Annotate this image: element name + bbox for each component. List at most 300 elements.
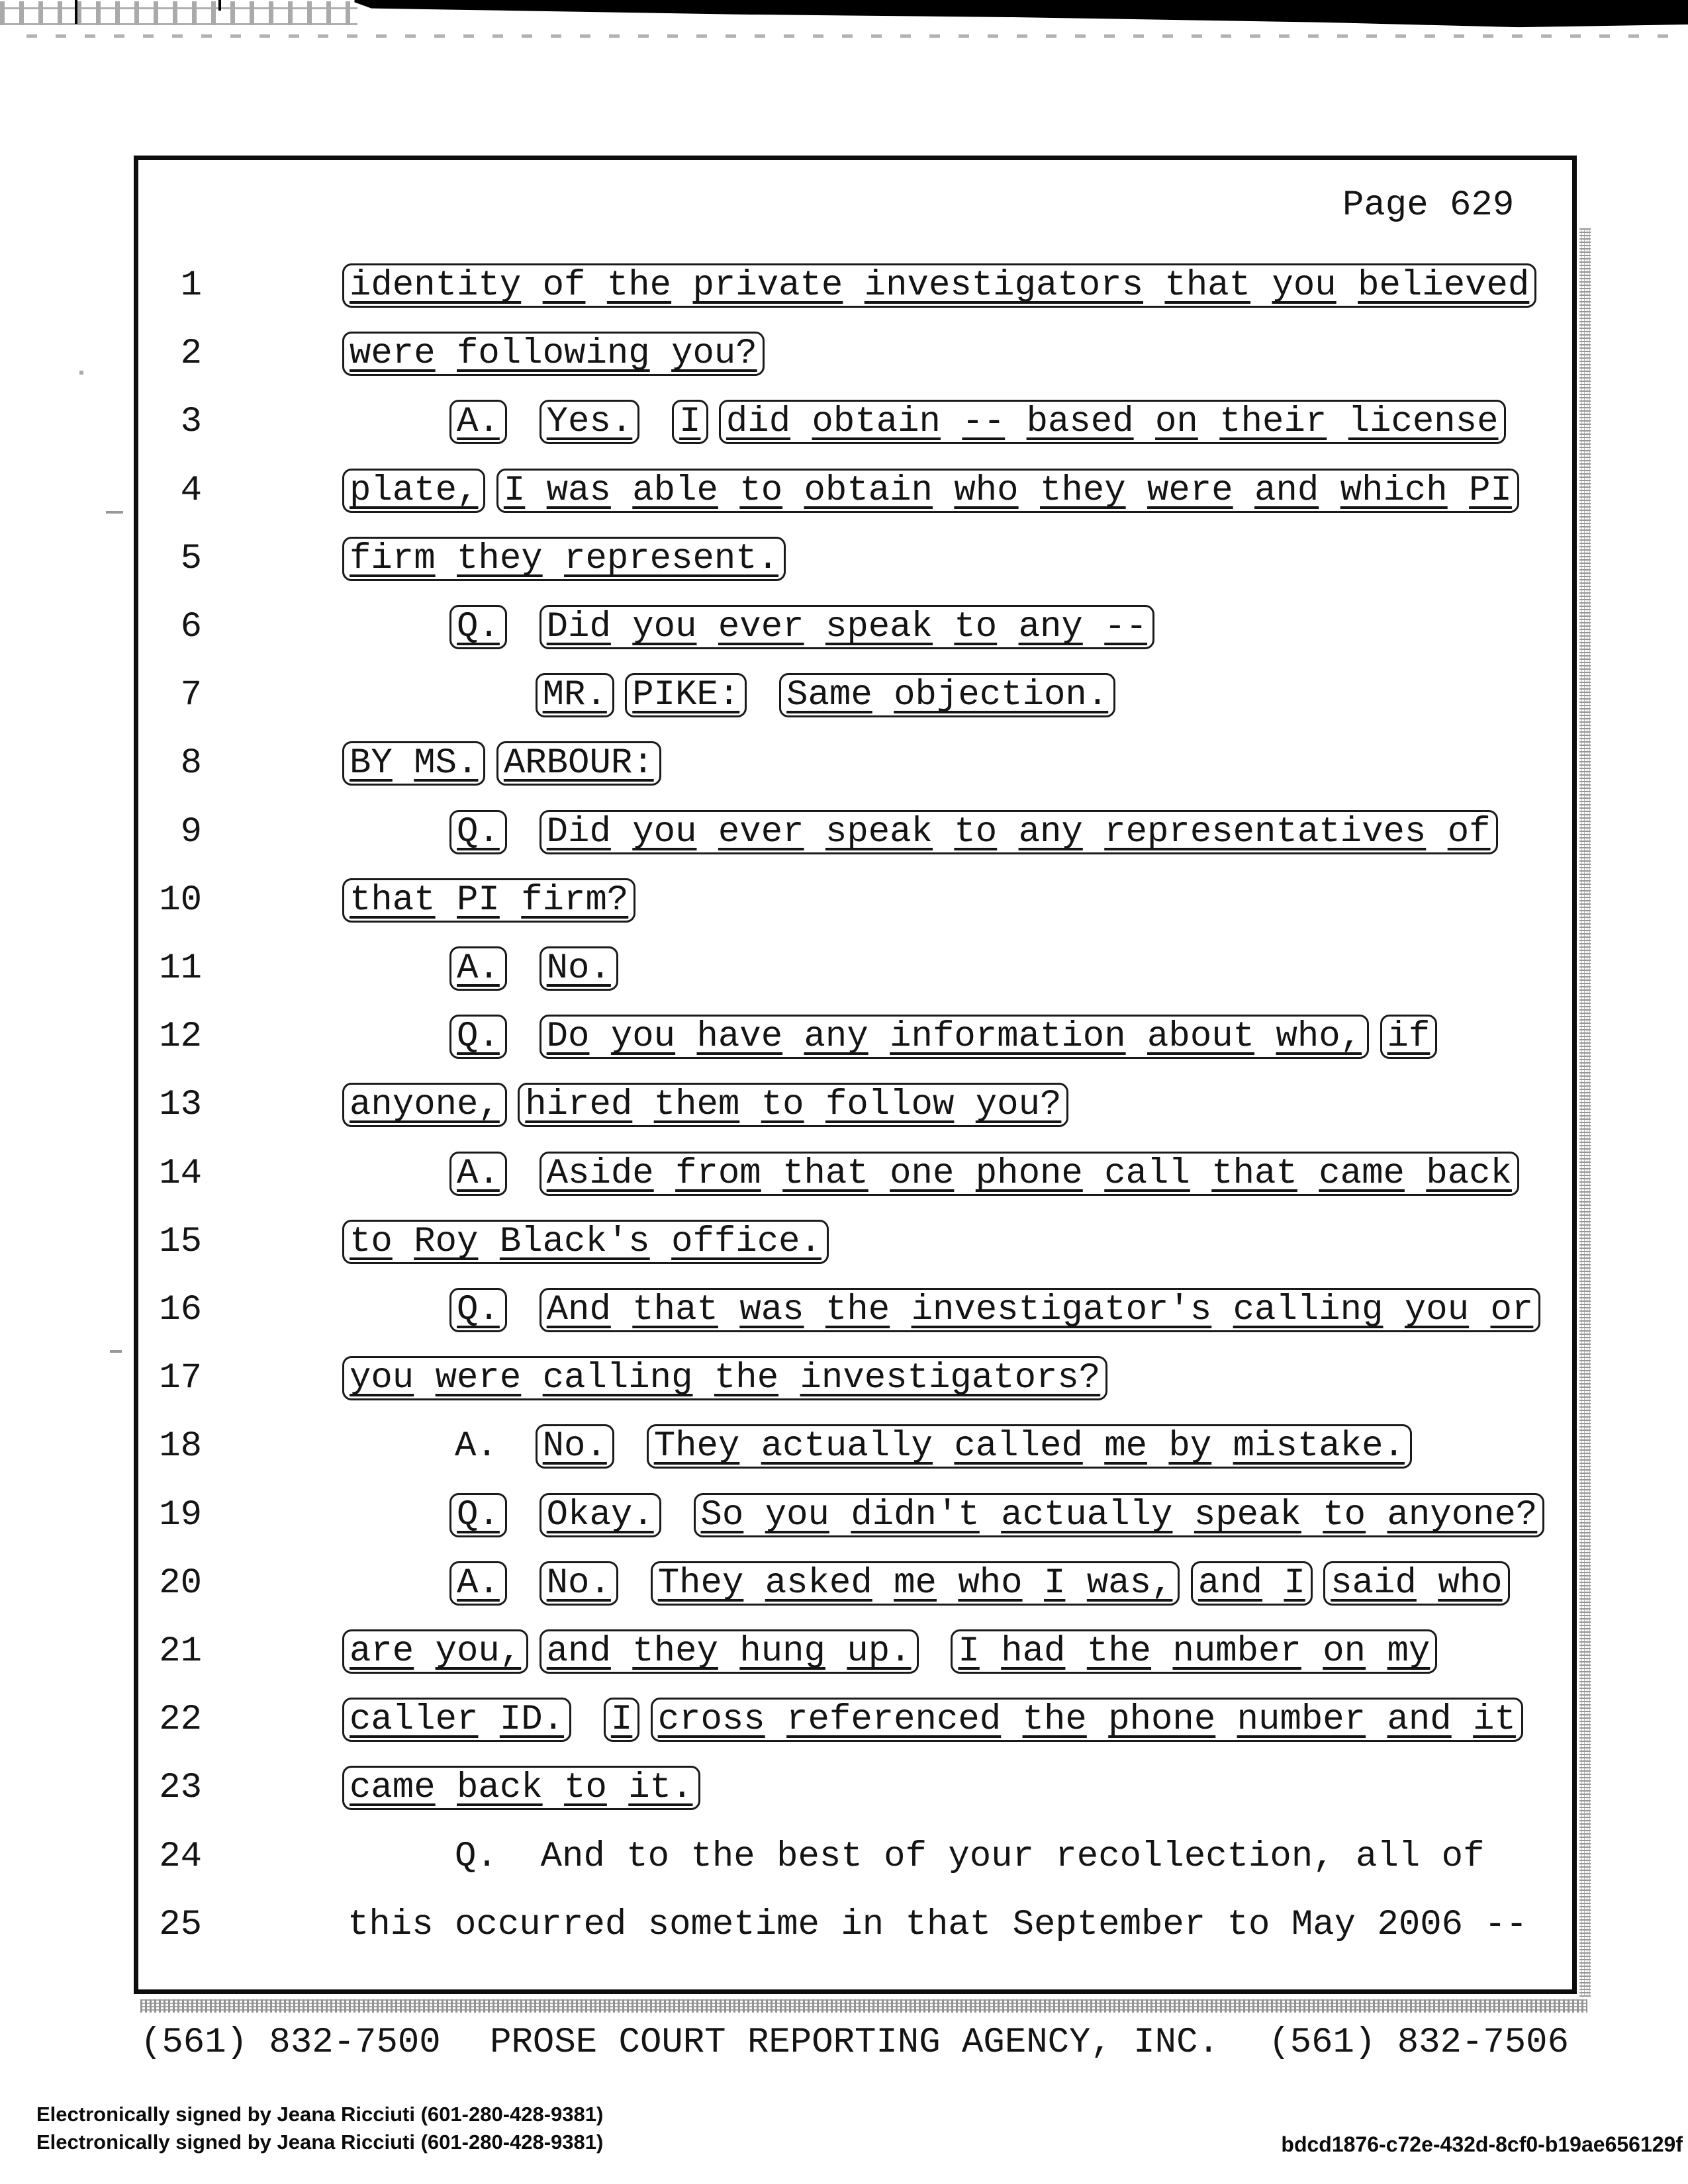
transcript-line xyxy=(0,1617,1589,1686)
word: Yes. xyxy=(546,402,633,443)
boxed-phrase xyxy=(539,1288,1541,1332)
transcript-line xyxy=(0,798,1589,867)
word: Q. xyxy=(457,607,500,647)
word: and xyxy=(1254,470,1319,511)
line-number: 3 xyxy=(180,402,202,443)
scanner-tick xyxy=(1192,0,1194,11)
line-number: 15 xyxy=(159,1221,202,1262)
line-number: 9 xyxy=(180,811,202,852)
word: Q. xyxy=(457,811,500,852)
boxed-phrase xyxy=(518,1083,1068,1127)
word: hired xyxy=(525,1085,633,1126)
word: No. xyxy=(546,948,611,989)
line-text xyxy=(348,1549,1505,1618)
word: I xyxy=(958,1631,980,1672)
word: said xyxy=(1331,1563,1417,1604)
word: asked xyxy=(765,1563,872,1604)
transcript-line xyxy=(0,1481,1589,1550)
line-text xyxy=(348,1617,1432,1686)
line-text xyxy=(348,525,780,594)
boxed-phrase xyxy=(536,1424,614,1469)
line-text xyxy=(348,320,759,388)
boxed-phrase xyxy=(539,400,640,444)
word: that xyxy=(350,880,436,921)
transcript-line xyxy=(0,457,1589,525)
line-number: 8 xyxy=(180,743,202,784)
boxed-phrase xyxy=(449,400,507,444)
transcript-line xyxy=(0,1344,1589,1413)
line-text xyxy=(348,1891,1527,1960)
word: any xyxy=(804,1017,868,1058)
word: came xyxy=(1319,1153,1405,1194)
boxed-phrase xyxy=(342,1766,700,1810)
line-number: 12 xyxy=(159,1017,202,1058)
word: firm? xyxy=(521,880,629,921)
boxed-phrase xyxy=(342,1698,571,1742)
line-text xyxy=(348,661,1110,730)
word: to xyxy=(761,1085,804,1126)
boxed-phrase xyxy=(539,605,1154,649)
boxed-phrase xyxy=(647,1424,1412,1469)
line-number: 2 xyxy=(180,334,202,375)
footer xyxy=(140,2024,1569,2062)
word: you xyxy=(350,1358,414,1399)
boxed-phrase xyxy=(539,1629,919,1674)
word: representatives xyxy=(1104,811,1427,852)
word: objection. xyxy=(894,675,1109,716)
transcript-line xyxy=(0,1412,1589,1481)
word: that xyxy=(1164,265,1251,306)
word: me xyxy=(1104,1426,1148,1467)
page-number: Page 629 xyxy=(1342,185,1515,226)
word: and xyxy=(1387,1700,1452,1741)
word: were xyxy=(350,334,436,375)
line-text xyxy=(348,593,1149,662)
word: able xyxy=(632,470,718,511)
word: I xyxy=(503,470,526,511)
boxed-phrase xyxy=(342,263,1536,308)
transcript-line xyxy=(0,1003,1589,1071)
line-number: 21 xyxy=(159,1631,202,1672)
word: to xyxy=(564,1768,607,1809)
boxed-phrase xyxy=(342,1356,1107,1400)
boxed-phrase xyxy=(342,741,485,786)
word: you xyxy=(765,1494,829,1535)
word: are xyxy=(350,1631,414,1672)
word: I xyxy=(610,1700,633,1741)
word: PIKE: xyxy=(632,675,740,716)
transcript-line xyxy=(0,593,1589,662)
word: speak xyxy=(1194,1494,1301,1535)
boxed-phrase xyxy=(342,1083,507,1127)
word: I xyxy=(1044,1563,1066,1604)
word: referenced xyxy=(786,1700,1002,1741)
line-text xyxy=(348,1140,1514,1208)
word: on xyxy=(1323,1631,1366,1672)
word: one xyxy=(890,1153,955,1194)
word: A. xyxy=(457,1563,500,1604)
word: actually xyxy=(1001,1494,1173,1535)
word: MR. xyxy=(542,675,607,716)
word: obtain xyxy=(804,470,933,511)
boxed-phrase xyxy=(342,1629,528,1674)
word: back xyxy=(1426,1153,1512,1194)
word: was xyxy=(739,1290,804,1330)
line-text xyxy=(348,1003,1432,1071)
word: investigator's xyxy=(911,1290,1212,1330)
boxed-phrase xyxy=(449,1493,507,1537)
scanner-tick xyxy=(526,0,529,11)
boxed-phrase xyxy=(342,537,786,581)
word: them xyxy=(653,1085,740,1126)
transcript-line xyxy=(0,1891,1589,1960)
word: I xyxy=(679,402,701,443)
word: caller xyxy=(350,1700,479,1741)
word: ever xyxy=(718,811,804,852)
word: you? xyxy=(671,334,757,375)
boxed-phrase xyxy=(342,332,765,376)
line-text xyxy=(348,457,1514,525)
word: did xyxy=(726,402,791,443)
word: they xyxy=(632,1631,718,1672)
line-text xyxy=(348,1686,1518,1754)
page-edge-shadow-bottom xyxy=(140,1999,1587,2013)
boxed-phrase xyxy=(604,1698,639,1742)
boxed-phrase xyxy=(651,1561,1180,1606)
word: follow xyxy=(825,1085,955,1126)
transcript-line xyxy=(0,251,1589,320)
boxed-phrase xyxy=(449,810,507,854)
line-text xyxy=(348,251,1531,320)
word: And xyxy=(546,1290,611,1330)
scanner-noise-speckle xyxy=(0,1,357,25)
word: that xyxy=(632,1290,718,1330)
word: about xyxy=(1147,1017,1255,1058)
boxed-phrase xyxy=(694,1493,1545,1537)
word: who xyxy=(1438,1563,1503,1604)
word: back xyxy=(457,1768,543,1809)
line-text xyxy=(348,866,630,935)
word: to xyxy=(954,811,998,852)
word: were xyxy=(435,1358,522,1399)
word: you, xyxy=(435,1631,522,1672)
line-number: 5 xyxy=(180,538,202,579)
word: So xyxy=(700,1494,744,1535)
boxed-phrase xyxy=(1191,1561,1313,1606)
scanner-tick xyxy=(75,0,77,24)
line-number: 18 xyxy=(159,1426,202,1467)
boxed-phrase xyxy=(536,673,614,717)
word: -- xyxy=(962,402,1006,443)
reporting-agency-name: PROSE COURT REPORTING AGENCY, INC. xyxy=(490,2023,1219,2063)
word: office. xyxy=(671,1221,821,1262)
line-number: 10 xyxy=(159,880,202,921)
transcript-line xyxy=(0,320,1589,388)
word: license xyxy=(1348,402,1499,443)
word: that xyxy=(1211,1153,1297,1194)
word: phone xyxy=(1108,1700,1216,1741)
transcript-line xyxy=(0,525,1589,594)
word: ever xyxy=(718,607,804,647)
word: who xyxy=(954,470,1019,511)
boxed-phrase xyxy=(779,673,1115,717)
word: speak xyxy=(825,607,933,647)
word: anyone? xyxy=(1387,1494,1538,1535)
word: to xyxy=(954,607,998,647)
line-text xyxy=(348,388,1501,457)
word: they xyxy=(457,538,543,579)
boxed-phrase xyxy=(449,1152,507,1196)
word: if xyxy=(1387,1017,1430,1058)
word: was xyxy=(546,470,611,511)
word: calling xyxy=(1233,1290,1383,1330)
word: identity xyxy=(350,265,522,306)
boxed-phrase xyxy=(496,741,661,786)
line-number: 16 xyxy=(159,1290,202,1330)
boxed-phrase xyxy=(1323,1561,1509,1606)
boxed-phrase xyxy=(449,1015,507,1059)
word: Black's xyxy=(499,1221,650,1262)
word: obtain xyxy=(812,402,941,443)
boxed-phrase xyxy=(625,673,747,717)
word: my xyxy=(1387,1631,1430,1672)
word: Same xyxy=(786,675,872,716)
word: information xyxy=(890,1017,1126,1058)
boxed-phrase xyxy=(672,400,708,444)
word: Roy xyxy=(414,1221,479,1262)
word: They xyxy=(653,1426,740,1467)
transcript-line xyxy=(0,1208,1589,1277)
document-id: bdcd1876-c72e-432d-8cf0-b19ae656129f xyxy=(1281,2132,1683,2156)
word: the xyxy=(1022,1700,1087,1741)
word: you xyxy=(1404,1290,1470,1330)
word: No. xyxy=(546,1563,611,1604)
line-number: 14 xyxy=(159,1153,202,1194)
word: investigators xyxy=(864,265,1144,306)
word: based xyxy=(1026,402,1134,443)
word: represent. xyxy=(564,538,779,579)
boxed-phrase xyxy=(342,1220,829,1264)
word: it xyxy=(1473,1700,1516,1741)
transcript-line xyxy=(0,934,1589,1003)
word: me xyxy=(894,1563,937,1604)
boxed-phrase xyxy=(539,1561,618,1606)
line-text xyxy=(348,1344,1102,1413)
boxed-phrase xyxy=(539,810,1498,854)
word: Q. xyxy=(457,1290,500,1330)
signature-line-1: Electronically signed by Jeana Ricciuti (601-280-428-9381) xyxy=(36,2103,604,2126)
word: No. xyxy=(542,1426,607,1467)
word: calling xyxy=(542,1358,693,1399)
word: on xyxy=(1155,402,1198,443)
word: they xyxy=(1040,470,1126,511)
line-number: 22 xyxy=(159,1700,202,1741)
word: Did xyxy=(546,607,611,647)
word: number xyxy=(1237,1700,1366,1741)
line-text xyxy=(348,1276,1535,1345)
word: following xyxy=(457,334,650,375)
word: from xyxy=(675,1153,761,1194)
plain-phrase: Q. xyxy=(455,1836,498,1877)
scanner-tick xyxy=(218,0,221,11)
word: actually xyxy=(761,1426,933,1467)
word: you? xyxy=(975,1085,1062,1126)
line-text xyxy=(348,1481,1539,1550)
plain-phrase: And to the best of your recollection, all of xyxy=(540,1836,1485,1877)
word: the xyxy=(606,265,672,306)
word: ID. xyxy=(499,1700,565,1741)
line-number: 23 xyxy=(159,1768,202,1809)
boxed-phrase xyxy=(951,1629,1437,1674)
word: came xyxy=(350,1768,436,1809)
word: Q. xyxy=(457,1494,500,1535)
word: the xyxy=(1086,1631,1152,1672)
word: They xyxy=(657,1563,744,1604)
line-number: 25 xyxy=(159,1904,202,1945)
boxed-phrase xyxy=(719,400,1506,444)
word: of xyxy=(1447,811,1491,852)
footer-phone-left: (561) 832-7500 xyxy=(140,2023,441,2063)
boxed-phrase xyxy=(496,469,1519,513)
transcript-line xyxy=(0,1823,1589,1891)
boxed-phrase xyxy=(539,946,618,991)
line-number: 4 xyxy=(180,470,202,511)
word: BY xyxy=(350,743,393,784)
word: of xyxy=(542,265,586,306)
word: A. xyxy=(457,948,500,989)
word: anyone, xyxy=(350,1085,500,1126)
word: call xyxy=(1104,1153,1190,1194)
word: who, xyxy=(1276,1017,1362,1058)
boxed-phrase xyxy=(342,878,635,923)
word: by xyxy=(1168,1426,1212,1467)
word: cross xyxy=(657,1700,765,1741)
line-text xyxy=(348,1208,823,1277)
boxed-phrase xyxy=(342,469,485,513)
boxed-phrase xyxy=(449,1288,507,1332)
boxed-phrase xyxy=(651,1698,1523,1742)
signature-line-2: Electronically signed by Jeana Ricciuti (601-280-428-9381) xyxy=(36,2130,604,2154)
word: their xyxy=(1219,402,1327,443)
word: private xyxy=(692,265,843,306)
word: had xyxy=(1001,1631,1066,1672)
word: which xyxy=(1340,470,1448,511)
line-text xyxy=(348,1823,1485,1891)
word: to xyxy=(739,470,783,511)
word: PI xyxy=(1469,470,1512,511)
word: speak xyxy=(825,811,933,852)
line-number: 1 xyxy=(180,265,202,306)
transcript-line xyxy=(0,729,1589,798)
word: the xyxy=(825,1290,890,1330)
word: -- xyxy=(1104,607,1148,647)
line-text xyxy=(348,1071,1063,1140)
word: were xyxy=(1147,470,1233,511)
footer-phone-right: (561) 832-7506 xyxy=(1268,2023,1569,2063)
boxed-phrase xyxy=(449,605,507,649)
word: who xyxy=(958,1563,1023,1604)
word: to xyxy=(1323,1494,1366,1535)
word: the xyxy=(714,1358,779,1399)
word: MS. xyxy=(414,743,479,784)
word: PI xyxy=(457,880,500,921)
boxed-phrase xyxy=(539,1493,661,1537)
plain-phrase: A. xyxy=(455,1426,498,1467)
line-text xyxy=(348,1754,695,1823)
line-number: 7 xyxy=(180,675,202,716)
line-number: 13 xyxy=(159,1085,202,1126)
word: firm xyxy=(350,538,436,579)
transcript-line xyxy=(0,1754,1589,1823)
line-text xyxy=(348,1412,1407,1481)
line-text xyxy=(348,934,613,1003)
line-number: 19 xyxy=(159,1494,202,1535)
word: mistake. xyxy=(1233,1426,1405,1467)
transcript-line xyxy=(0,1140,1589,1208)
boxed-phrase xyxy=(539,1015,1369,1059)
transcript-line xyxy=(0,1276,1589,1345)
boxed-phrase xyxy=(539,1152,1519,1196)
word: you xyxy=(632,607,697,647)
word: any xyxy=(1018,811,1083,852)
word: was, xyxy=(1086,1563,1173,1604)
transcript-line xyxy=(0,661,1589,730)
word: A. xyxy=(457,402,500,443)
line-text xyxy=(348,729,656,798)
boxed-phrase xyxy=(449,946,507,991)
word: believed xyxy=(1358,265,1530,306)
transcript-line xyxy=(0,866,1589,935)
word: phone xyxy=(975,1153,1083,1194)
transcript-line xyxy=(0,1549,1589,1618)
boxed-phrase xyxy=(1380,1015,1438,1059)
word: I xyxy=(1284,1563,1305,1604)
word: to xyxy=(350,1221,393,1262)
word: Aside xyxy=(546,1153,654,1194)
word: A. xyxy=(457,1153,500,1194)
line-number: 11 xyxy=(159,948,202,989)
transcript-line xyxy=(0,388,1589,457)
word: have xyxy=(696,1017,783,1058)
line-text xyxy=(348,798,1493,867)
word: Do xyxy=(546,1017,590,1058)
plain-phrase: this occurred sometime in that September to May 2006 -- xyxy=(348,1904,1528,1945)
word: that xyxy=(782,1153,868,1194)
transcript-line xyxy=(0,1686,1589,1754)
word: Okay. xyxy=(546,1494,654,1535)
word: number xyxy=(1172,1631,1301,1672)
word: ARBOUR: xyxy=(503,743,654,784)
transcript-line xyxy=(0,1071,1589,1140)
word: any xyxy=(1018,607,1083,647)
word: plate, xyxy=(350,470,479,511)
word: and xyxy=(546,1631,611,1672)
word: hung xyxy=(739,1631,825,1672)
word: investigators? xyxy=(800,1358,1101,1399)
word: it. xyxy=(628,1768,693,1809)
line-number: 24 xyxy=(159,1836,202,1877)
word: called xyxy=(954,1426,1083,1467)
word: you xyxy=(610,1017,676,1058)
word: you xyxy=(632,811,697,852)
line-number: 6 xyxy=(180,607,202,647)
scanner-noise-dashes xyxy=(26,34,1668,38)
boxed-phrase xyxy=(449,1561,507,1606)
word: didn't xyxy=(851,1494,980,1535)
word: and xyxy=(1197,1563,1263,1604)
word: or xyxy=(1490,1290,1534,1330)
word: Did xyxy=(546,811,611,852)
